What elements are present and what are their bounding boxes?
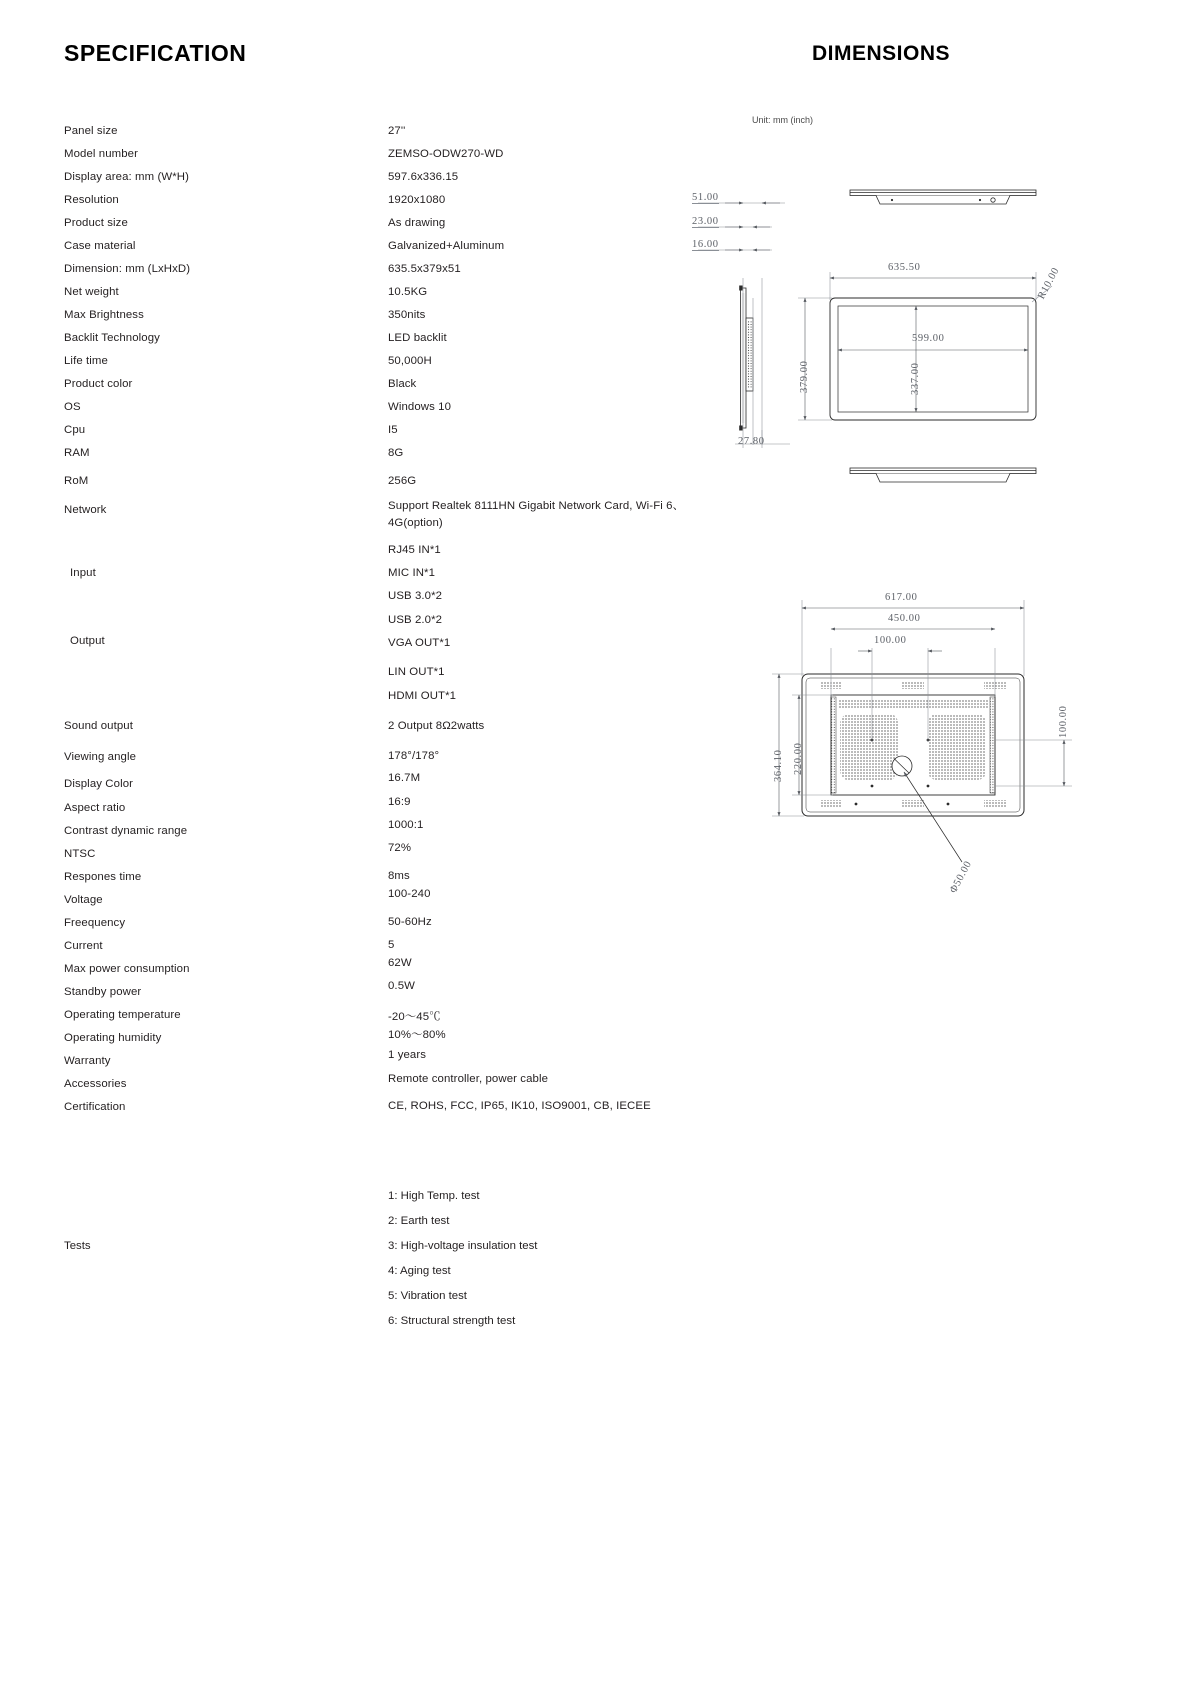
spec-label: Aspect ratio [64, 802, 126, 814]
dimensions-heading: DIMENSIONS [812, 42, 951, 65]
spec-value: LED backlit [388, 332, 447, 344]
spec-value: I5 [388, 424, 398, 436]
spec-value: Remote controller, power cable [388, 1073, 549, 1085]
spec-value: 27'' [388, 125, 406, 137]
spec-label: Operating humidity [64, 1032, 162, 1044]
spec-label: Accessories [64, 1078, 127, 1090]
dim-vesa-width: 450.00 [888, 613, 921, 624]
dim-side-2780: 27.80 [738, 436, 765, 447]
spec-label: Case material [64, 240, 136, 252]
spec-value: HDMI OUT*1 [388, 690, 457, 702]
spec-label: Cpu [64, 424, 86, 436]
spec-label: Resolution [64, 194, 119, 206]
spec-label: OS [64, 401, 81, 413]
test-item: 4: Aging test [388, 1265, 451, 1277]
dim-width-overall-top: 635.50 [888, 262, 921, 273]
test-item: 6: Structural strength test [388, 1315, 516, 1327]
spec-label: Voltage [64, 894, 103, 906]
spec-value: 1920x1080 [388, 194, 446, 206]
spec-label: Net weight [64, 286, 119, 298]
spec-value: LIN OUT*1 [388, 666, 445, 678]
spec-value: 2 Output 8Ω2watts [388, 720, 485, 732]
spec-value: 178°/178° [388, 750, 440, 762]
spec-value: 100-240 [388, 888, 431, 900]
spec-label: Model number [64, 148, 139, 160]
dim-hole-diameter: Φ50.00 [948, 859, 975, 896]
spec-value: ZEMSO-ODW270-WD [388, 148, 504, 160]
spec-value: Black [388, 378, 417, 390]
spec-label: Warranty [64, 1055, 111, 1067]
spec-value: 1000:1 [388, 819, 424, 831]
spec-value: MIC IN*1 [388, 567, 436, 579]
spec-value: 5 [388, 939, 395, 951]
tests-label: Tests [64, 1240, 91, 1252]
test-item: 5: Vibration test [388, 1290, 467, 1302]
dim-side-23: 23.00 [692, 216, 719, 227]
spec-value: RJ45 IN*1 [388, 544, 441, 556]
spec-label: Max power consumption [64, 963, 190, 975]
spec-label: Freequency [64, 917, 126, 929]
spec-label: Display Color [64, 778, 134, 790]
dimension-drawings [680, 100, 1100, 960]
spec-value: 50-60Hz [388, 916, 432, 928]
dim-side-16: 16.00 [692, 239, 719, 250]
spec-value: 635.5x379x51 [388, 263, 461, 275]
spec-value: 8ms [388, 870, 410, 882]
spec-value: VGA OUT*1 [388, 637, 451, 649]
dim-height-inner: 220.00 [793, 742, 804, 775]
spec-label: Max Brightness [64, 309, 144, 321]
spec-value: 10%～80% [388, 1029, 446, 1041]
spec-label: Product color [64, 378, 133, 390]
spec-value: Support Realtek 8111HN Gigabit Network Card, Wi-Fi 6、4G(option) [388, 500, 685, 529]
test-item: 3: High-voltage insulation test [388, 1240, 538, 1252]
spec-value: Galvanized+Aluminum [388, 240, 505, 252]
spec-label: Product size [64, 217, 128, 229]
spec-value: 50,000H [388, 355, 432, 367]
dim-width-active-top: 599.00 [912, 333, 945, 344]
spec-value: 8G [388, 447, 404, 459]
test-item: 1: High Temp. test [388, 1190, 480, 1202]
spec-value: 597.6x336.15 [388, 171, 459, 183]
spec-value: 16.7M [388, 772, 421, 784]
spec-label: Backlit Technology [64, 332, 160, 344]
spec-value: 62W [388, 957, 412, 969]
dim-height-overall-top: 379.00 [799, 360, 810, 393]
spec-value: 0.5W [388, 980, 415, 992]
spec-label: RAM [64, 447, 90, 459]
spec-value: As drawing [388, 217, 446, 229]
spec-label: Network [64, 504, 107, 516]
dim-side-51: 51.00 [692, 192, 719, 203]
spec-value: 72% [388, 842, 412, 854]
spec-label: RoM [64, 475, 89, 487]
spec-label: Display area: mm (W*H) [64, 171, 189, 183]
spec-label: Output [70, 635, 105, 647]
spec-value: 10.5KG [388, 286, 428, 298]
spec-label: Standby power [64, 986, 142, 998]
spec-label: Certification [64, 1101, 126, 1113]
spec-label: Panel size [64, 125, 118, 137]
dim-corner-radius: R10.00 [1036, 265, 1062, 302]
spec-label: NTSC [64, 848, 96, 860]
spec-label: Life time [64, 355, 108, 367]
spec-label: Current [64, 940, 103, 952]
spec-label: Sound output [64, 720, 133, 732]
spec-value: 350nits [388, 309, 426, 321]
spec-value: USB 3.0*2 [388, 590, 443, 602]
spec-label: Respones time [64, 871, 142, 883]
spec-value: 256G [388, 475, 417, 487]
specification-heading: SPECIFICATION [64, 40, 247, 66]
spec-value: CE, ROHS, FCC, IP65, IK10, ISO9001, CB, IECEE [388, 1100, 651, 1112]
spec-value: -20～45℃ [388, 1011, 441, 1023]
spec-value: 1 years [388, 1049, 427, 1061]
spec-label: Input [70, 567, 96, 579]
dim-vesa-height-right: 100.00 [1058, 705, 1069, 738]
spec-value: Windows 10 [388, 401, 452, 413]
spec-label: Contrast dynamic range [64, 825, 188, 837]
unit-note: Unit: mm (inch) [752, 115, 814, 125]
dim-width-overall-bottom: 617.00 [885, 592, 918, 603]
dim-vesa-width-inner: 100.00 [874, 635, 907, 646]
spec-value: USB 2.0*2 [388, 614, 443, 626]
spec-label: Operating temperature [64, 1009, 181, 1021]
spec-value: 16:9 [388, 796, 411, 808]
spec-label: Dimension: mm (LxHxD) [64, 263, 191, 275]
dim-height-overall-bottom: 364.10 [773, 749, 784, 782]
dim-height-active-top: 337.00 [910, 362, 921, 395]
spec-label: Viewing angle [64, 751, 137, 763]
technical-drawings-svg [680, 100, 1100, 960]
test-item: 2: Earth test [388, 1215, 450, 1227]
